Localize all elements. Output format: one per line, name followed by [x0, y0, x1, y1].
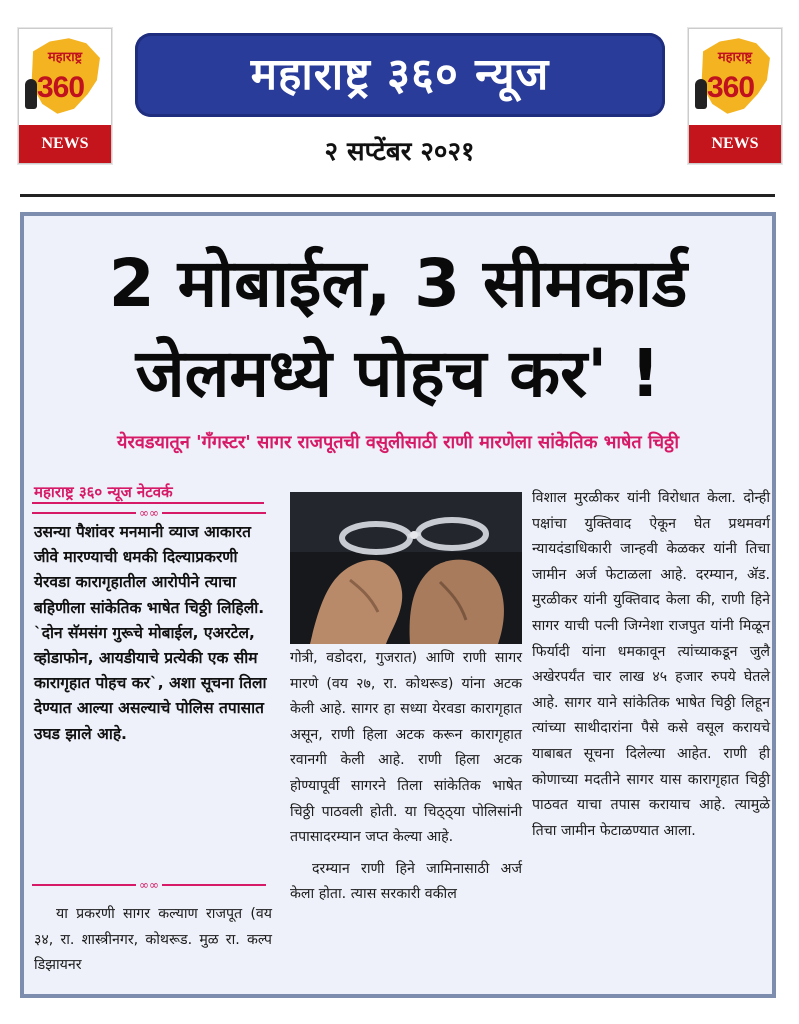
handcuffs-photo [290, 492, 522, 644]
column-3-body [532, 486, 770, 844]
logo-name: महाराष्ट्र [47, 50, 83, 65]
ornament-knot-icon: ∞∞ [136, 877, 162, 893]
microphone-icon [695, 79, 707, 109]
paragraph: गोत्री, वडोदरा, गुजरात) आणि राणी सागर मारणे (वय २७, रा. कोथरूड) यांना अटक केली आहे. सागर हा सध्या येरवडा कारागृहात असून, राणी हिला अटक करून कारागृहात रवानगी केली आहे. राणी हिला अटक होण्यापूर्वी सागरने तिला सांकेतिक भाषेत चिठ्ठी पाठवली होती. या चिठ्ठ्या पोलिसांनी तपासादरम्यान जप्त केल्या आहे. [290, 650, 522, 846]
masthead-title: महाराष्ट्र ३६० न्यूज [250, 49, 550, 100]
ornament-knot-icon: ∞∞ [136, 505, 162, 521]
header-divider [20, 194, 775, 197]
article-panel [20, 212, 776, 998]
paragraph: विशाल मुरळीकर यांनी विरोधात केला. दोन्ही पक्षांचा युक्तिवाद ऐकून घेत प्रथमवर्ग न्यायदंडाधिकारी जान्हवी केळकर यांनी तिचा जामीन अर्ज फेटाळला आहे. दरम्यान, ॲड. मुरळीकर यांनी युक्तिवाद केला की, राणी हिने सागर याची पत्नी जिग्नेशा राजपुत यांनी मिळून फिर्यादी यांना धमकावून त्यांच्याकडून जुलै अखेरपर्यंत चार लाख ४५ हजार रुपये घेतले आहे. सागर याने सांकेतिक भाषेत चिठ्ठी लिहून त्यांच्या साथीदारांना पैसे कसे वसूल करायचे याबाबत सूचना दिलेल्या आहेत. राणी ही कोणाच्या मदतीने सागर यास कारागृहात चिठ्ठी पाठवत याचा तपास करायाच आहे. त्यामुळे तिचा जामीन फेटाळण्यात आला. [532, 490, 770, 839]
headline-line-2: जेलमध्ये पोहच कर' ! [135, 335, 661, 412]
ornament-divider [32, 878, 266, 892]
issue-date: २ सप्टेंबर २०२१ [324, 137, 475, 167]
lead-paragraph: उसन्या पैशांवर मनमानी व्याज आकारत जीवे मारण्याची धमकी दिल्याप्रकरणी येरवडा कारागृहातील आरोपीने त्याचा बहिणीला सांकेतिक भाषेत चिठ्ठी लिहिली. `दोन सॅमसंग गुरूचे मोबाईल, एअरटेल, व्होडाफोन, आयडीयाचे प्रत्येकी एक सीम कारागृहात पोहच कर`, अशा सूचना तिला देण्यात आल्या असल्याचे पोलिस तपासात उघड झाले आहे. [34, 523, 267, 743]
microphone-icon [25, 79, 37, 109]
logo-news-label: NEWS [19, 125, 111, 163]
logo-number: 360 [707, 71, 755, 104]
paragraph: दरम्यान राणी हिने जामिनासाठी अर्ज केला होता. त्यास सरकारी वकील [290, 860, 522, 903]
byline: महाराष्ट्र ३६० न्यूज नेटवर्क [34, 483, 173, 501]
paragraph: या प्रकरणी सागर कल्याण राजपूत (वय ३४, रा. शास्त्रीनगर, कोथरूड. मुळ रा. कल्प डिझायनर [34, 906, 272, 974]
column-1-body [34, 902, 272, 979]
logo-number: 360 [37, 71, 85, 104]
logo-news-label: NEWS [689, 125, 781, 163]
subheadline: येरवडयातून 'गँगस्टर' सागर राजपूतची वसुलीसाठी राणी मारणेला सांकेतिक भाषेत चिठ्ठी [117, 432, 679, 453]
logo-name: महाराष्ट्र [717, 50, 753, 65]
masthead [135, 33, 665, 117]
ornament-divider [32, 506, 266, 520]
byline-underline [32, 502, 264, 504]
column-2-body [290, 646, 522, 908]
headline-line-1: 2 मोबाईल, 3 सीमकार्ड [108, 245, 688, 322]
